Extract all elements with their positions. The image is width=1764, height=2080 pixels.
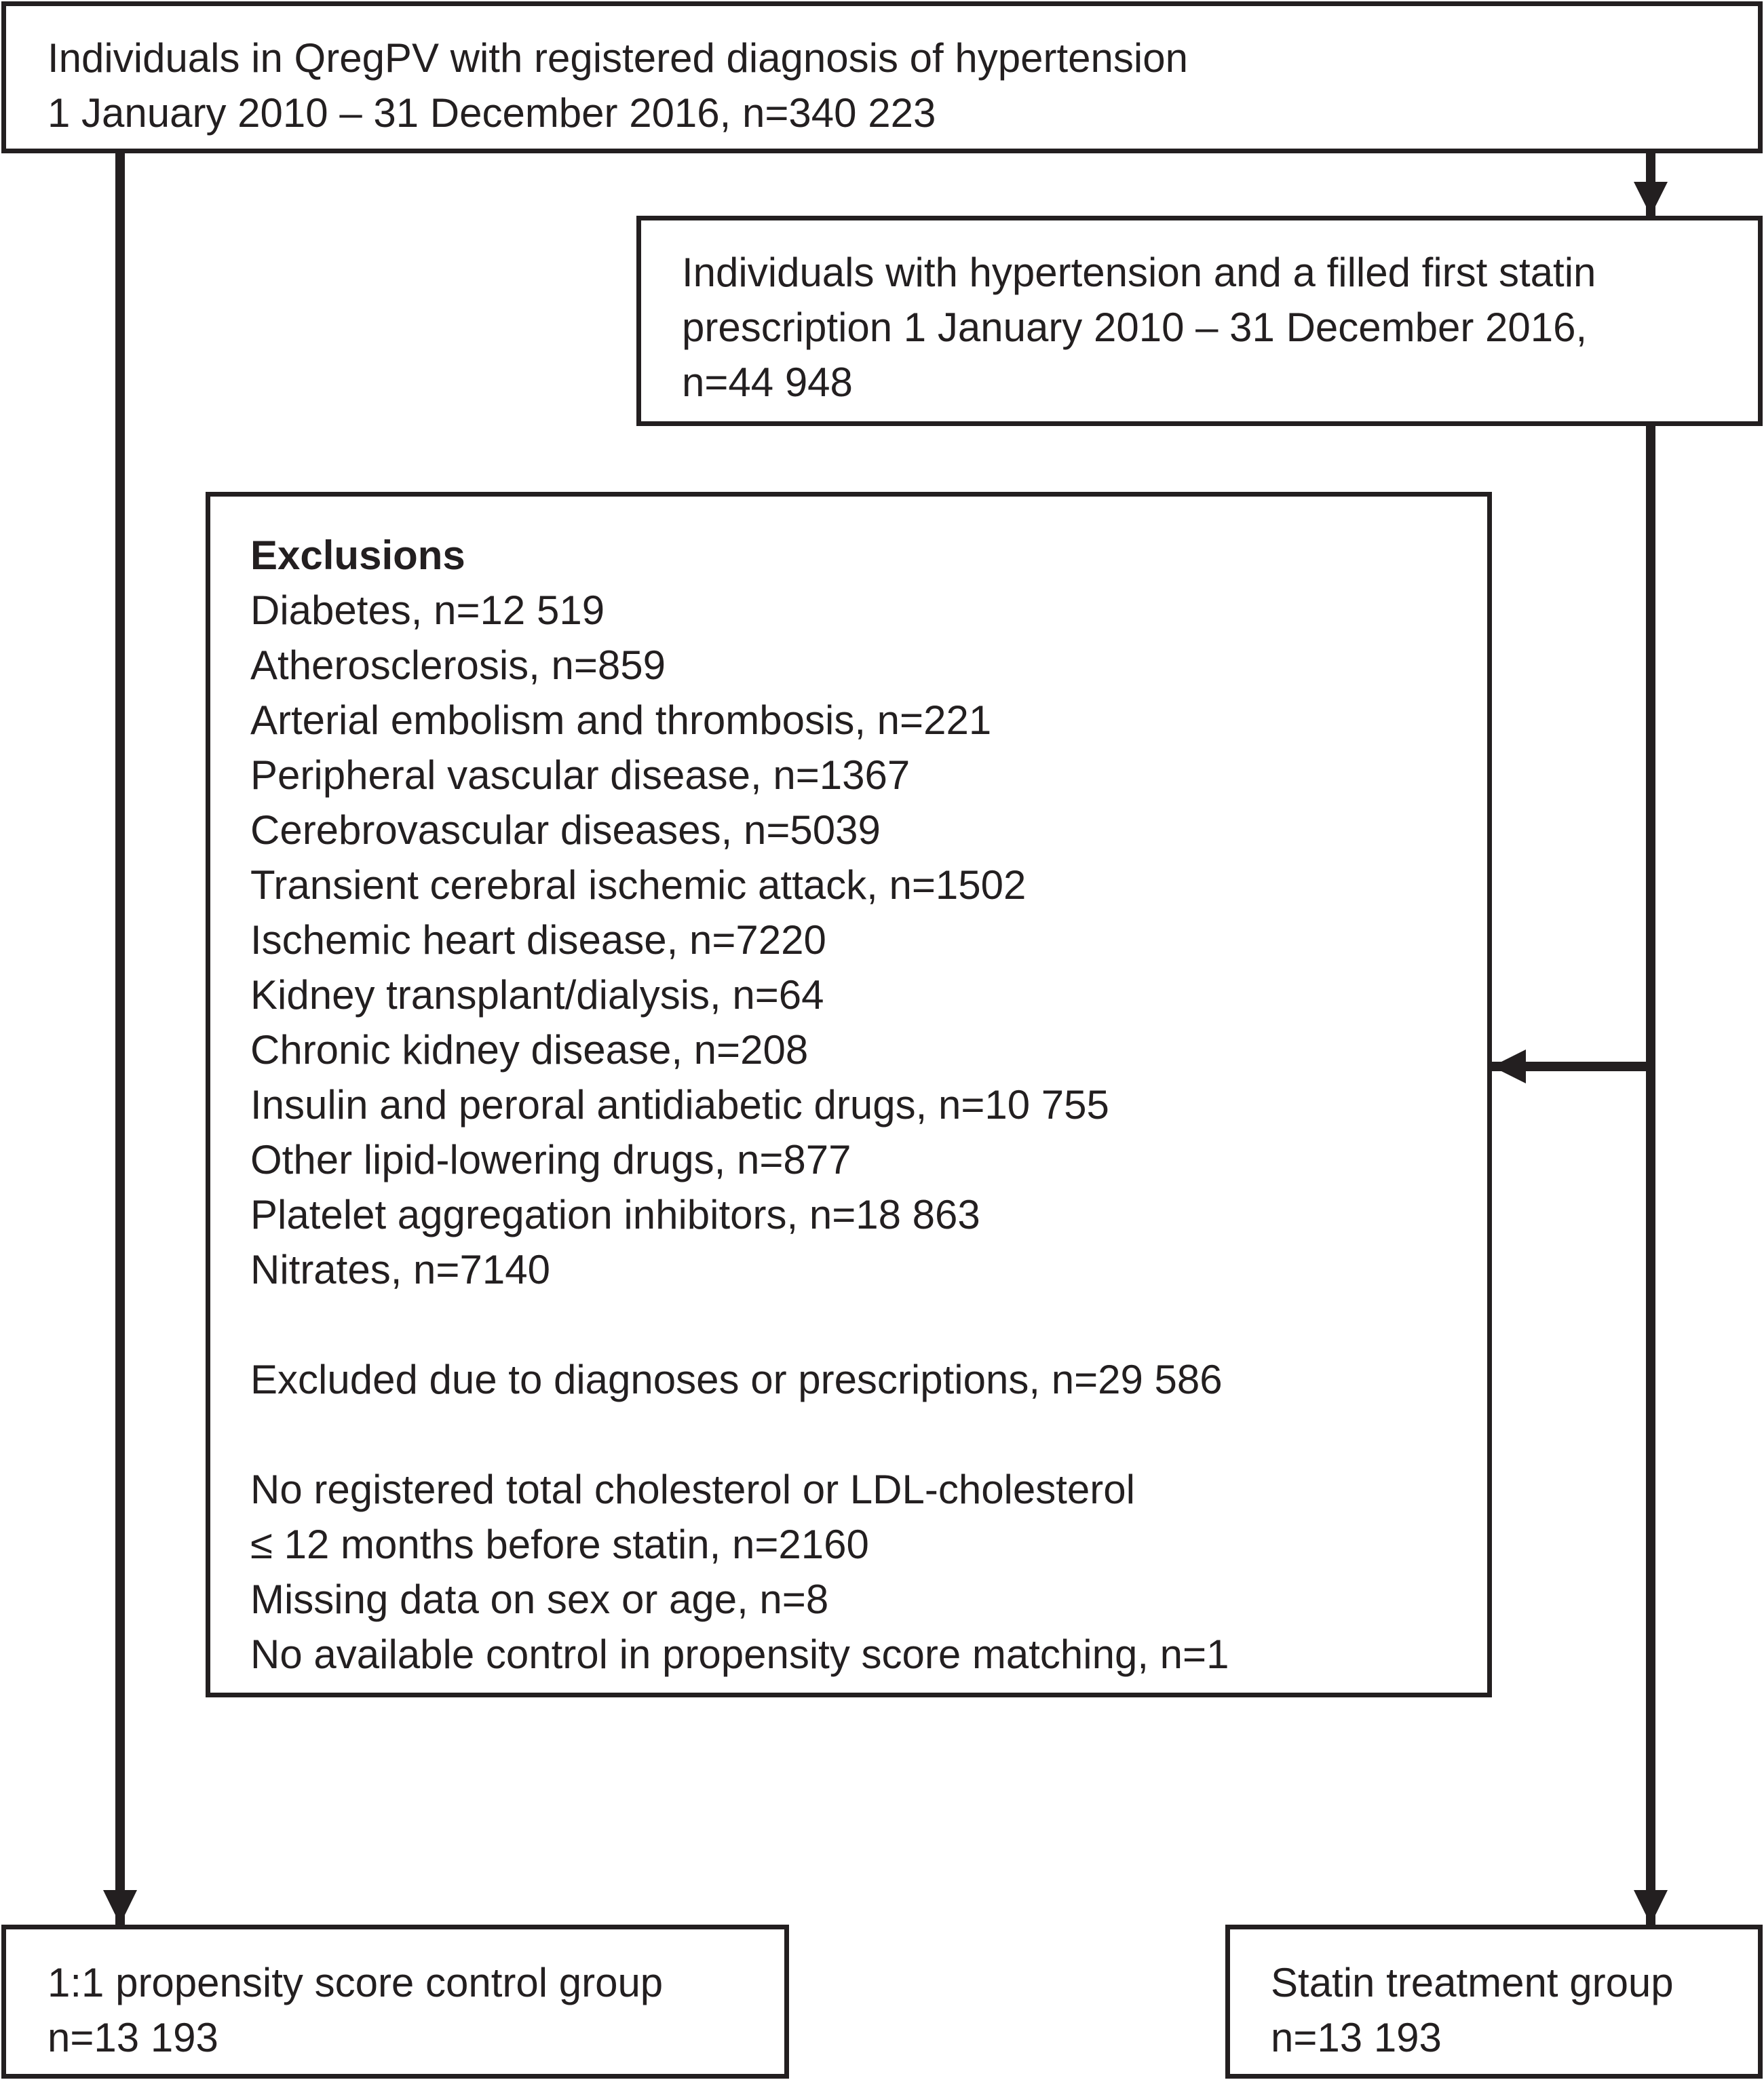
arrowhead-statin-first [1634, 182, 1668, 216]
arrowhead-exclusions [1492, 1049, 1526, 1083]
control-group-line-1: 1:1 propensity score control group [47, 1960, 664, 2005]
exclusion-item: Platelet aggregation inhibitors, n=18 863 [250, 1192, 980, 1237]
first-statin-line-2: prescription 1 January 2010 – 31 December 2016, [682, 305, 1588, 350]
statin-group-line-2: n=13 193 [1271, 2015, 1442, 2060]
arrowhead-statin-group [1634, 1890, 1668, 1925]
first-statin-line-3: n=44 948 [682, 360, 853, 405]
arrowhead-control-group [103, 1890, 137, 1925]
exclusion-item: Arterial embolism and thrombosis, n=221 [250, 697, 992, 743]
source-population-box [1, 1, 1763, 153]
exclusion-item: Ischemic heart disease, n=7220 [250, 917, 826, 963]
exclusion-item: Chronic kidney disease, n=208 [250, 1027, 809, 1073]
statin-group-line-1: Statin treatment group [1271, 1960, 1674, 2005]
excluded-total: Excluded due to diagnoses or prescriptions, n=29 586 [250, 1357, 1223, 1402]
exclusion-item: Transient cerebral ischemic attack, n=1502 [250, 862, 1027, 908]
source-population-line-2: 1 January 2010 – 31 December 2016, n=340 223 [47, 90, 936, 136]
other-exclusion-line: No available control in propensity score matching, n=1 [250, 1632, 1229, 1677]
control-group-box [1, 1925, 789, 2079]
exclusion-item: Cerebrovascular diseases, n=5039 [250, 807, 881, 853]
other-exclusion-line: No registered total cholesterol or LDL-cholesterol [250, 1467, 1135, 1512]
exclusion-item: Diabetes, n=12 519 [250, 588, 605, 633]
first-statin-line-1: Individuals with hypertension and a filled first statin [682, 250, 1596, 295]
exclusion-item: Other lipid-lowering drugs, n=877 [250, 1137, 851, 1182]
control-group-line-2: n=13 193 [47, 2015, 218, 2060]
statin-treatment-group-box [1225, 1925, 1763, 2079]
exclusions-heading: Exclusions [250, 533, 465, 578]
exclusion-item: Insulin and peroral antidiabetic drugs, n=10 755 [250, 1082, 1109, 1128]
first-statin-box [636, 216, 1763, 426]
exclusion-item: Nitrates, n=7140 [250, 1247, 550, 1292]
exclusion-item: Kidney transplant/dialysis, n=64 [250, 972, 824, 1018]
exclusion-item: Peripheral vascular disease, n=1367 [250, 752, 910, 798]
other-exclusion-line: ≤ 12 months before statin, n=2160 [250, 1522, 869, 1567]
exclusions-box [206, 492, 1492, 1697]
other-exclusion-line: Missing data on sex or age, n=8 [250, 1577, 829, 1622]
source-population-line-1: Individuals in QregPV with registered diagnosis of hypertension [47, 35, 1188, 81]
exclusion-item: Atherosclerosis, n=859 [250, 642, 666, 688]
